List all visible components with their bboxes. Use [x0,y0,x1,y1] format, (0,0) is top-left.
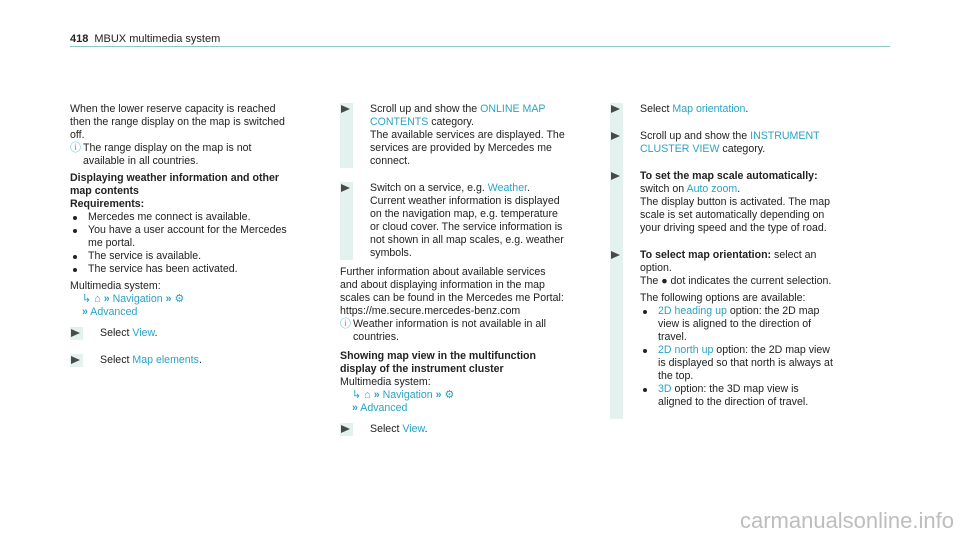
path-arrow-icon: ↳ [352,389,362,401]
view-link: View [132,327,155,339]
chevron-icon: » [82,306,88,318]
page-number: 418 [70,33,89,45]
further-info: Further information about available services and about displaying information in the map scales can be found in the Mercedes me Portal: https://me.secure.mercedes-benz.com [340,266,564,317]
option-item: 2D north up option: the 2D map view is displayed so that north is always at the top. [640,344,835,383]
requirements-label: Requirements: [70,198,145,210]
note-range-display: ⓘ The range display on the map is not available in all countries. [70,142,252,167]
menu-path [70,293,295,306]
option-2d-heading-up: 2D heading up [658,305,727,317]
menu-path [340,389,565,402]
home-icon: ⌂ [364,389,371,401]
chevron-icon: » [103,293,110,305]
path-arrow-icon: ↳ [82,293,92,305]
step-arrow-icon [341,184,350,192]
step-select-view: Select View. [340,423,565,436]
chevron-icon: » [165,293,172,305]
option-item: 3D option: the 3D map view is aligned to the direction of travel. [640,383,835,409]
step-arrow-icon [611,172,620,180]
path-navigation: Navigation [112,293,163,305]
step-select-map-elements: Select Map elements. [70,354,295,367]
step-online-map-contents: Scroll up and show the ONLINE MAP CONTENTS category. The available services are displayed. The services are provided by Mercedes me connect. [340,103,565,168]
system-label: Multimedia system: [70,280,161,292]
info-icon: ⓘ [70,142,81,154]
option-item: 2D heading up option: the 2D map view is aligned to the direction of travel. [640,305,835,344]
step-select-orientation: To select map orientation: select an option. The ● dot indicates the current selection. The following options are available: 2D heading up option: the 2D map view is aligned to the direction of travel. 2D north up option: the 2D map view is displayed so that north is always at the top. 3D option: the 3D map view is aligned to the direction of travel. [610,249,835,419]
step-arrow-icon [71,329,80,337]
section-heading: Showing map view in the multifunction display of the instrument cluster [340,350,536,375]
path-advanced: Advanced [90,306,138,318]
column-3 [610,103,835,419]
requirement-item: Mercedes me connect is available. [70,211,295,224]
info-icon: ⓘ [340,318,351,330]
path-advanced: Advanced [360,402,408,414]
header-rule [70,46,890,47]
section-heading: Displaying weather information and other map contents [70,172,279,197]
page-title: MBUX multimedia system [94,33,221,45]
system-label: Multimedia system: [340,376,431,388]
note-weather: ⓘ Weather information is not available in all countries. [340,318,546,343]
step-arrow-icon [611,132,620,140]
step-arrow-icon [341,105,350,113]
step-switch-on-service: Switch on a service, e.g. Weather. Current weather information is displayed on the navigation map, e.g. temperature or cloud cover. The service information is not shown in all map scales, e.g. weather symbols. [340,182,565,260]
intro-text: When the lower reserve capacity is reached then the range display on the map is switched off. [70,103,285,141]
page-header [70,33,220,46]
requirement-item: The service has been activated. [70,263,295,276]
map-orientation-link: Map orientation [672,103,746,115]
step-auto-zoom: To set the map scale automatically: switch on Auto zoom. The display button is activated. The map scale is set automatically depending on your driving speed and the type of road. [610,170,835,249]
chevron-icon: » [373,389,380,401]
chevron-icon: » [435,389,442,401]
online-map-contents-link: ONLINE MAP CONTENTS [370,103,546,128]
step-arrow-icon [611,105,620,113]
menu-path-continued [340,402,565,415]
auto-zoom-link: Auto zoom [686,183,738,195]
requirement-item: The service is available. [70,250,295,263]
option-2d-north-up: 2D north up [658,344,714,356]
gear-icon: ⚙ [174,293,185,305]
step-map-orientation: Select Map orientation. [610,103,835,130]
column-1 [70,103,295,367]
requirement-item: You have a user account for the Mercedes me portal. [70,224,295,250]
instrument-cluster-view-link: INSTRUMENT CLUSTER VIEW [640,130,820,155]
weather-link: Weather [487,182,528,194]
option-3d: 3D [658,383,672,395]
map-elements-link: Map elements [132,354,199,366]
gear-icon: ⚙ [444,389,455,401]
step-instrument-cluster-view: Scroll up and show the INSTRUMENT CLUSTER VIEW category. [610,130,835,170]
home-icon: ⌂ [94,293,101,305]
step-select-view: Select View. [70,327,295,340]
path-navigation: Navigation [382,389,433,401]
chevron-icon: » [352,402,358,414]
watermark: carmanualsonline.info [739,508,954,533]
menu-path-continued [70,306,295,319]
step-arrow-icon [341,425,350,433]
column-2 [340,103,565,436]
step-arrow-icon [71,356,80,364]
view-link: View [402,423,425,435]
step-arrow-icon [611,251,620,259]
